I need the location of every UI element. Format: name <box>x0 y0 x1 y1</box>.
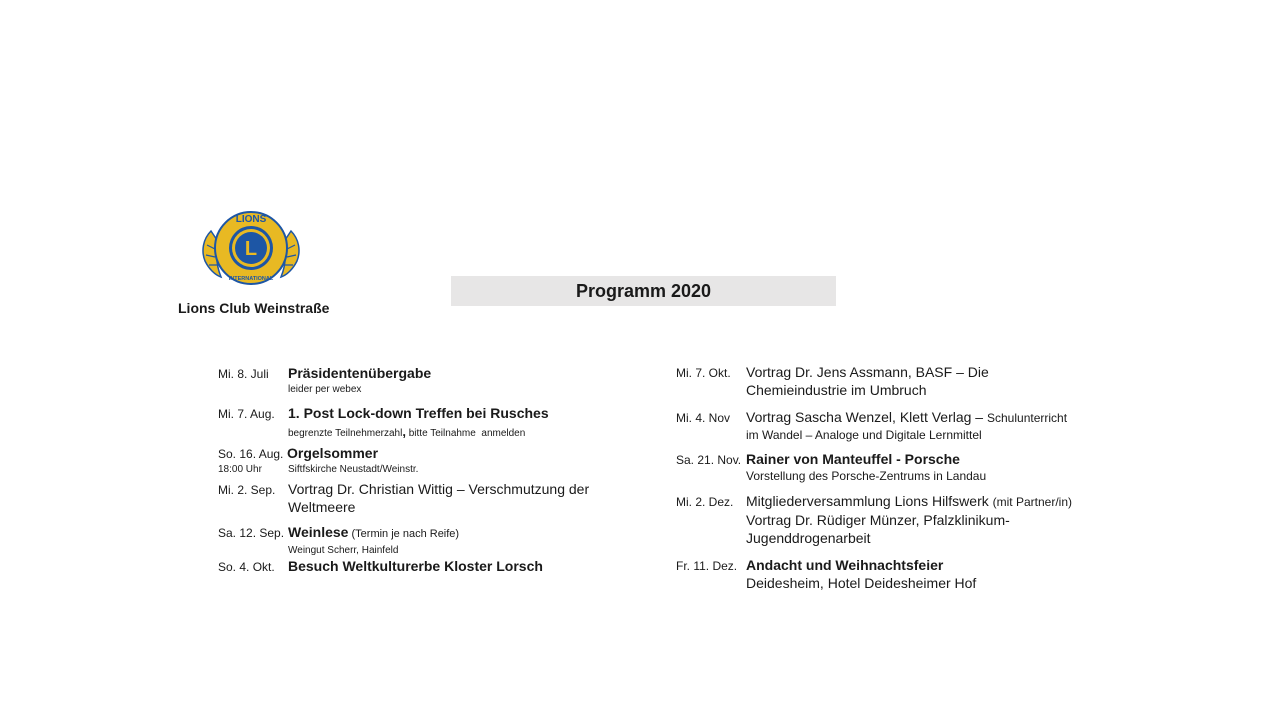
event-line: Vorstellung des Porsche-Zentrums in Landau <box>746 469 987 483</box>
event-title: Besuch Weltkulturerbe Kloster Lorsch <box>288 558 543 574</box>
event-title: Präsidentenübergabe <box>288 365 432 381</box>
event-note: leider per webex <box>288 384 362 395</box>
event-item <box>676 556 1116 596</box>
event-date: Sa. 12. Sep. <box>218 526 285 540</box>
event-line-text: Vortrag Sascha Wenzel, Klett Verlag – <box>746 409 987 425</box>
event-date: So. 16. Aug. <box>218 447 284 461</box>
event-line: Vortrag Dr. Rüdiger Münzer, Pfalzklinikum- <box>746 512 1010 528</box>
event-item <box>676 492 1116 556</box>
event-title-line <box>288 523 638 543</box>
event-item <box>676 450 1116 492</box>
event-line: Chemieindustrie im Umbruch <box>746 382 927 398</box>
event-title: Andacht und Weihnachtsfeier <box>746 557 944 573</box>
event-title: 1. Post Lock-down Treffen bei Rusches <box>288 405 549 421</box>
event-line: Deidesheim, Hotel Deidesheimer Hof <box>746 575 977 591</box>
event-note: Weingut Scherr, Hainfeld <box>288 545 399 556</box>
event-date: Fr. 11. Dez. <box>676 559 738 573</box>
event-title: Orgelsommer <box>287 445 379 461</box>
event-line <box>746 408 1116 427</box>
event-item <box>218 523 638 557</box>
event-item <box>676 363 1116 408</box>
event-note-comma: , <box>402 424 406 439</box>
event-date: Mi. 8. Juli <box>218 367 269 381</box>
event-note: Siftfskirche Neustadt/Weinstr. <box>288 464 419 475</box>
event-note <box>288 424 638 441</box>
event-item <box>218 557 638 577</box>
event-note-part: bitte Teilnahme anmelden <box>405 428 526 439</box>
event-title-note: (Termin je nach Reife) <box>348 528 460 540</box>
event-line: Vortrag Dr. Jens Assmann, BASF – Die <box>746 364 989 380</box>
event-date: Mi. 7. Aug. <box>218 407 275 421</box>
event-line: im Wandel – Analoge und Digitale Lernmittel <box>746 428 982 442</box>
event-line-small: Schulunterricht <box>987 411 1068 425</box>
event-item <box>218 480 638 523</box>
event-line: Jugenddrogenarbeit <box>746 530 871 546</box>
logo-text-top: LIONS <box>235 214 267 225</box>
event-line-small: (mit Partner/in) <box>992 495 1072 509</box>
event-item <box>218 444 638 480</box>
lions-club-logo <box>201 205 301 291</box>
event-note-part: begrenzte Teilnehmerzahl <box>288 428 403 439</box>
event-time: 18:00 Uhr <box>218 464 262 475</box>
event-item <box>218 404 638 444</box>
event-item <box>218 364 638 404</box>
program-title-bar <box>451 276 836 306</box>
event-item <box>676 408 1116 450</box>
event-date: Mi. 4. Nov <box>676 411 731 425</box>
event-line <box>746 492 1116 511</box>
event-date: Mi. 7. Okt. <box>676 366 731 380</box>
event-date: Mi. 2. Sep. <box>218 483 276 497</box>
logo-text-bottom: INTERNATIONAL <box>228 276 274 282</box>
event-date: Mi. 2. Dez. <box>676 495 734 509</box>
event-title: Weinlese <box>288 524 349 540</box>
logo-letter: L <box>244 238 258 260</box>
program-title: Programm 2020 <box>575 280 712 301</box>
event-date: Sa. 21. Nov. <box>676 453 742 467</box>
right-event-list <box>676 363 1116 596</box>
event-title: Vortrag Dr. Christian Wittig – Verschmutzung der Weltmeere <box>288 481 590 515</box>
left-event-list <box>218 364 638 577</box>
event-title: Rainer von Manteuffel - Porsche <box>746 451 960 467</box>
event-date: So. 4. Okt. <box>218 560 275 574</box>
club-name: Lions Club Weinstraße <box>178 300 330 316</box>
event-line-text: Mitgliederversammlung Lions Hilfswerk <box>746 493 993 509</box>
